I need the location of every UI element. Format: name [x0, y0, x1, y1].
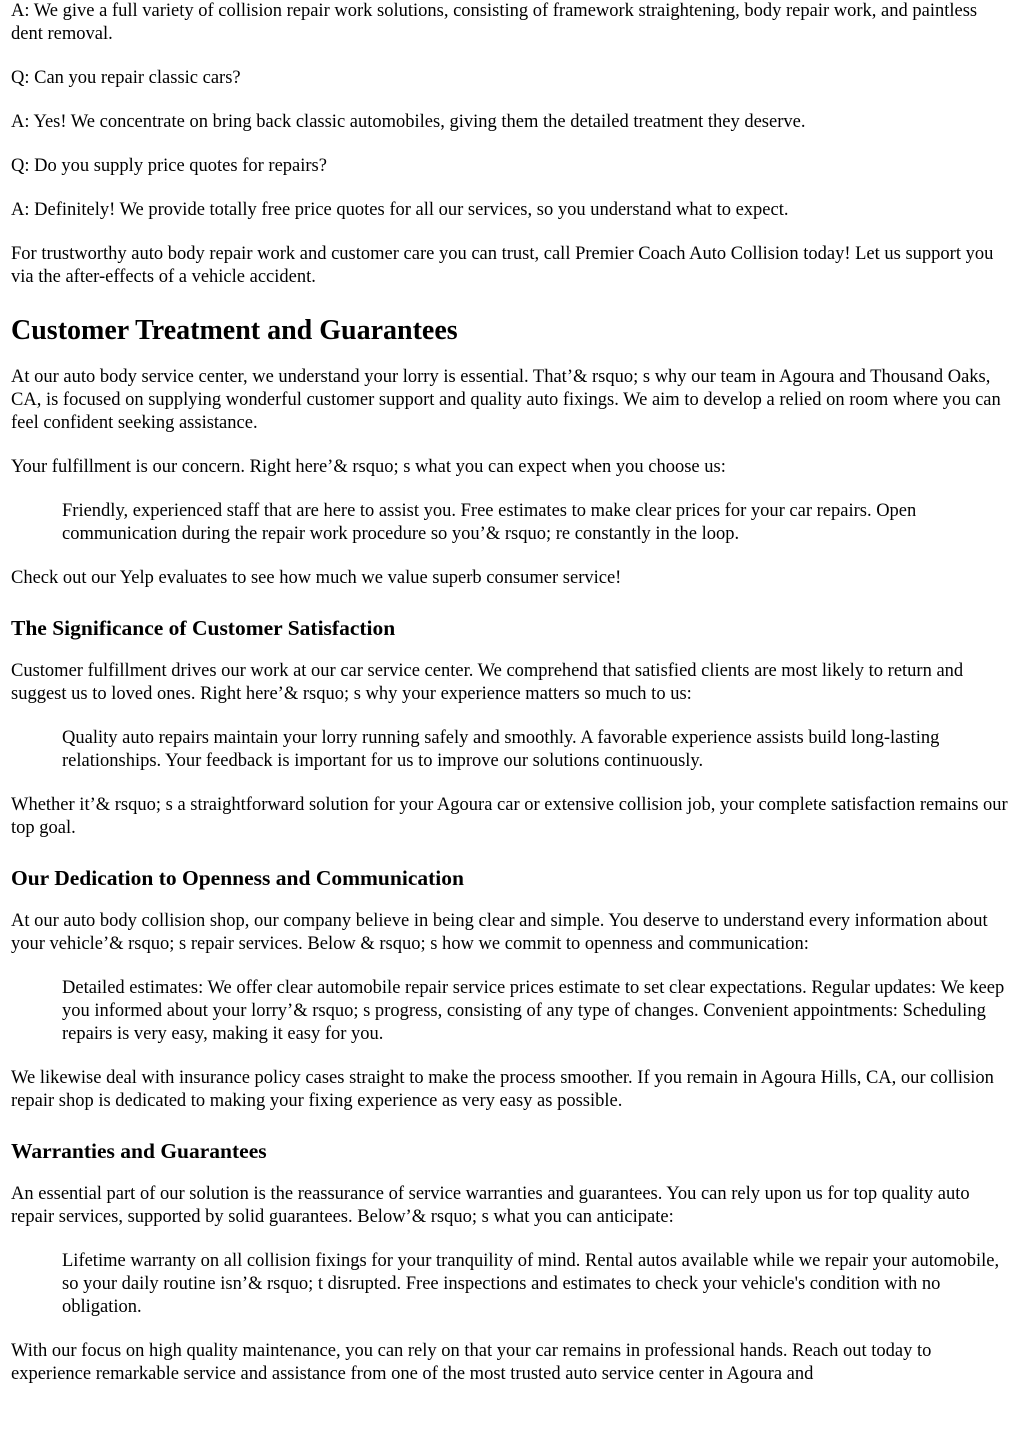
faq-answer-classic-cars: A: Yes! We concentrate on bring back classic automobiles, giving them the detailed treatment they deserve. [11, 112, 806, 132]
section-paragraph: Check out our Yelp evaluates to see how much we value superb consumer service! [11, 568, 622, 588]
faq-answer-price-quotes: A: Definitely! We provide totally free price quotes for all our services, so you understand what to expect. [11, 200, 789, 220]
blockquote-list: Quality auto repairs maintain your lorry running safely and smoothly. A favorable experience assists build long-lasting relationships. Your feedback is important for us to improve our solutions continuously. [62, 728, 940, 771]
section-paragraph: An essential part of our solution is the reassurance of service warranties and guarantees. You can rely upon us for top quality auto repair services, supported by solid guarantees. Below’& rsquo; s what you can anticipate: [11, 1184, 970, 1227]
section-paragraph: We likewise deal with insurance policy cases straight to make the process smoother. If you remain in Agoura Hills, CA, our collision repair shop is dedicated to making your fixing experience as very easy as possible. [11, 1068, 994, 1111]
section-heading-customer-satisfaction: The Significance of Customer Satisfaction [11, 616, 396, 640]
faq-question-price-quotes: Q: Do you supply price quotes for repairs? [11, 156, 327, 176]
section-paragraph: Your fulfillment is our concern. Right here’& rsquo; s what you can expect when you choose us: [11, 457, 726, 477]
blockquote-list: Friendly, experienced staff that are here to assist you. Free estimates to make clear prices for your car repairs. Open communication during the repair work procedure so you’& rsquo; re constantly in the loop. [62, 501, 917, 544]
faq-question-classic-cars: Q: Can you repair classic cars? [11, 68, 241, 88]
section-heading-openness: Our Dedication to Openness and Communication [11, 866, 464, 890]
section-heading-warranties: Warranties and Guarantees [11, 1139, 267, 1163]
faq-answer-services: A: We give a full variety of collision repair work solutions, consisting of framework straightening, body repair work, and paintless dent removal. [11, 1, 978, 44]
section-paragraph: At our auto body service center, we understand your lorry is essential. That’& rsquo; s why our team in Agoura and Thousand Oaks, CA, is focused on supplying wonderful customer support and quality auto fixings. We aim to develop a relied on room where you can feel confident seeking assistance. [11, 367, 1001, 433]
article [11, 0, 1013, 1407]
section-paragraph: Customer fulfillment drives our work at our car service center. We comprehend that satisfied clients are most likely to return and suggest us to loved ones. Right here’& rsquo; s why your experience matters so much to us: [11, 661, 964, 704]
section-paragraph: Whether it’& rsquo; s a straightforward solution for your Agoura car or extensive collision job, your complete satisfaction remains our top goal. [11, 795, 1008, 838]
section-paragraph: With our focus on high quality maintenance, you can rely on that your car remains in professional hands. Reach out today to experience remarkable service and assistance from one of the most trusted auto service center in Agoura and [11, 1341, 932, 1384]
blockquote-list: Lifetime warranty on all collision fixings for your tranquility of mind. Rental autos available while we repair your automobile, so your daily routine isn’& rsquo; t disrupted. Free inspections and estimates to check your vehicle's condition with no obligation. [62, 1251, 1000, 1317]
blockquote-list: Detailed estimates: We offer clear automobile repair service prices estimate to set clear expectations. Regular updates: We keep you informed about your lorry’& rsquo; s progress, consisting of any type of changes. Convenient appointments: Scheduling repairs is very easy, making it easy for you. [62, 978, 1005, 1044]
section-paragraph: At our auto body collision shop, our company believe in being clear and simple. You deserve to understand every information about your vehicle’& rsquo; s repair services. Below & rsquo; s how we commit to openness and communication: [11, 911, 988, 954]
call-to-action-paragraph: For trustworthy auto body repair work and customer care you can trust, call Premier Coach Auto Collision today! Let us support you via the after-effects of a vehicle accident. [11, 244, 994, 287]
section-heading-customer-treatment: Customer Treatment and Guarantees [11, 315, 458, 346]
